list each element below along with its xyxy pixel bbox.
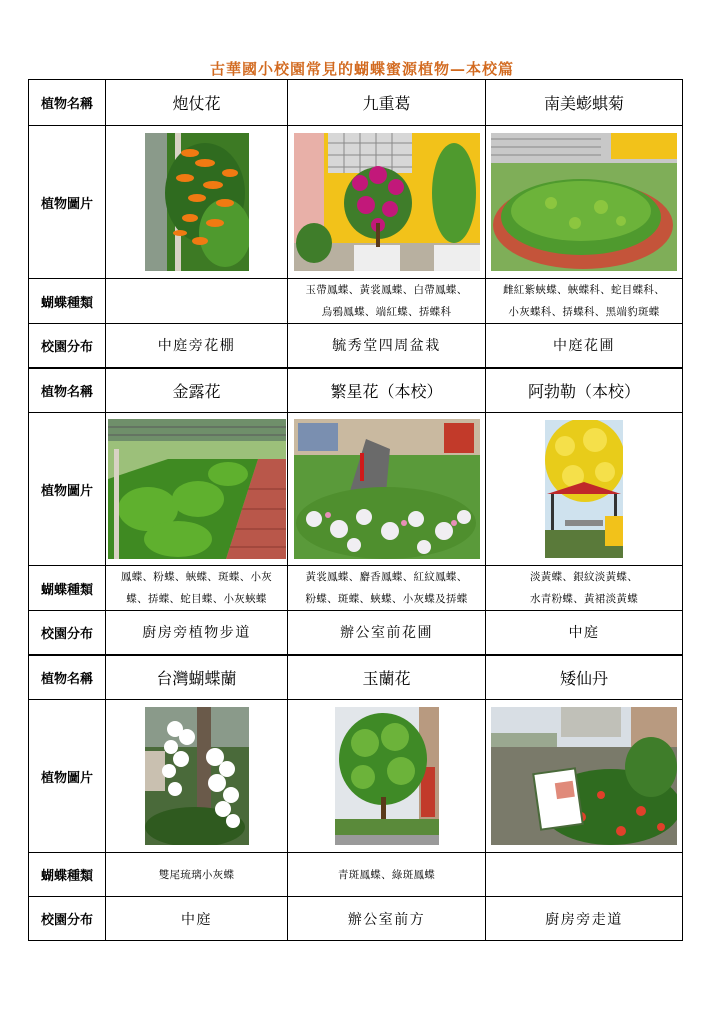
location-text: 毓秀堂四周盆栽	[288, 324, 486, 368]
plant-name: 繁星花（本校）	[288, 368, 486, 413]
location-text: 中庭	[106, 897, 288, 941]
photo-cell	[486, 700, 683, 853]
orange-trumpet-vine-icon	[145, 133, 249, 271]
label-location: 校園分布	[29, 897, 106, 941]
row-plant-name	[29, 368, 683, 413]
label-butterflies: 蝴蝶種類	[29, 853, 106, 897]
plant-name: 南美蟛蜞菊	[486, 80, 683, 126]
photo-cell	[106, 126, 288, 279]
row-plant-name	[29, 80, 683, 126]
butterfly-line: 蝶、挵蝶、蛇目蝶、小灰蛺蝶	[126, 593, 267, 605]
ixora-sign-icon	[491, 707, 677, 845]
plant-name: 台灣蝴蝶蘭	[106, 655, 288, 700]
photo-cell	[288, 413, 486, 566]
bougainvillea-icon	[294, 133, 480, 271]
location-text: 廚房旁走道	[486, 897, 683, 941]
location-text: 中庭旁花棚	[106, 324, 288, 368]
duranta-path-icon	[108, 419, 286, 559]
row-plant-photo	[29, 700, 683, 853]
label-butterflies: 蝴蝶種類	[29, 566, 106, 611]
photo-cell	[288, 700, 486, 853]
plant-name: 阿勃勒（本校）	[486, 368, 683, 413]
photo-cell	[486, 126, 683, 279]
label-plant-name: 植物名稱	[29, 655, 106, 700]
location-text: 中庭花圃	[486, 324, 683, 368]
magnolia-tree-icon	[335, 707, 439, 845]
row-butterflies	[29, 853, 683, 897]
wedelia-bed-icon	[491, 133, 677, 271]
golden-shower-tree-icon	[545, 420, 623, 558]
row-location	[29, 324, 683, 368]
butterfly-list	[486, 566, 683, 611]
butterfly-line: 烏鴉鳳蝶、端紅蝶、挵蝶科	[321, 306, 452, 318]
row-butterflies	[29, 566, 683, 611]
photo-cell	[288, 126, 486, 279]
page-title: 古華國小校園常見的蝴蝶蜜源植物—本校篇	[209, 60, 514, 78]
row-location	[29, 611, 683, 655]
photo-cell	[106, 700, 288, 853]
label-location: 校園分布	[29, 611, 106, 655]
butterfly-list	[106, 566, 288, 611]
butterfly-list	[288, 566, 486, 611]
row-plant-name	[29, 655, 683, 700]
butterfly-line: 玉帶鳳蝶、黃裳鳳蝶、白帶鳳蝶、	[305, 284, 468, 296]
location-text: 中庭	[486, 611, 683, 655]
butterfly-list	[106, 853, 288, 897]
butterfly-list	[486, 279, 683, 324]
photo-cell	[486, 413, 683, 566]
pentas-garden-icon	[294, 419, 480, 559]
butterfly-list	[106, 279, 288, 324]
plant-table	[28, 79, 683, 941]
phalaenopsis-icon	[145, 707, 249, 845]
butterfly-list	[288, 279, 486, 324]
butterfly-list	[288, 853, 486, 897]
row-butterflies	[29, 279, 683, 324]
butterfly-line: 青斑鳳蝶、綠斑鳳蝶	[337, 868, 436, 881]
row-plant-photo	[29, 413, 683, 566]
location-text: 廚房旁植物步道	[106, 611, 288, 655]
location-text: 辦公室前花圃	[288, 611, 486, 655]
label-plant-photo: 植物圖片	[29, 126, 106, 279]
photo-cell	[106, 413, 288, 566]
plant-name: 金露花	[106, 368, 288, 413]
label-plant-photo: 植物圖片	[29, 413, 106, 566]
butterfly-line: 黃裳鳳蝶、麝香鳳蝶、紅紋鳳蝶、	[305, 571, 468, 583]
butterfly-list	[486, 853, 683, 897]
location-text: 辦公室前方	[288, 897, 486, 941]
label-butterflies: 蝴蝶種類	[29, 279, 106, 324]
plant-name: 玉蘭花	[288, 655, 486, 700]
butterfly-line: 粉蝶、斑蝶、蛺蝶、小灰蝶及挵蝶	[305, 593, 468, 605]
row-location	[29, 897, 683, 941]
plant-name: 九重葛	[288, 80, 486, 126]
label-plant-photo: 植物圖片	[29, 700, 106, 853]
butterfly-line: 雙尾琉璃小灰蝶	[158, 868, 235, 881]
plant-name: 炮仗花	[106, 80, 288, 126]
plant-name: 矮仙丹	[486, 655, 683, 700]
label-plant-name: 植物名稱	[29, 368, 106, 413]
butterfly-line: 水青粉蝶、黃裙淡黃蝶	[530, 593, 638, 605]
butterfly-line: 小灰蝶科、挵蝶科、黑端豹斑蝶	[508, 306, 660, 318]
label-location: 校園分布	[29, 324, 106, 368]
row-plant-photo	[29, 126, 683, 279]
butterfly-line: 淡黃蝶、銀紋淡黃蝶、	[530, 571, 638, 583]
butterfly-line: 鳳蝶、粉蝶、蛺蝶、斑蝶、小灰	[120, 571, 273, 583]
label-plant-name: 植物名稱	[29, 80, 106, 126]
butterfly-line: 雌紅紫蛺蝶、蛺蝶科、蛇目蝶科、	[503, 284, 665, 296]
